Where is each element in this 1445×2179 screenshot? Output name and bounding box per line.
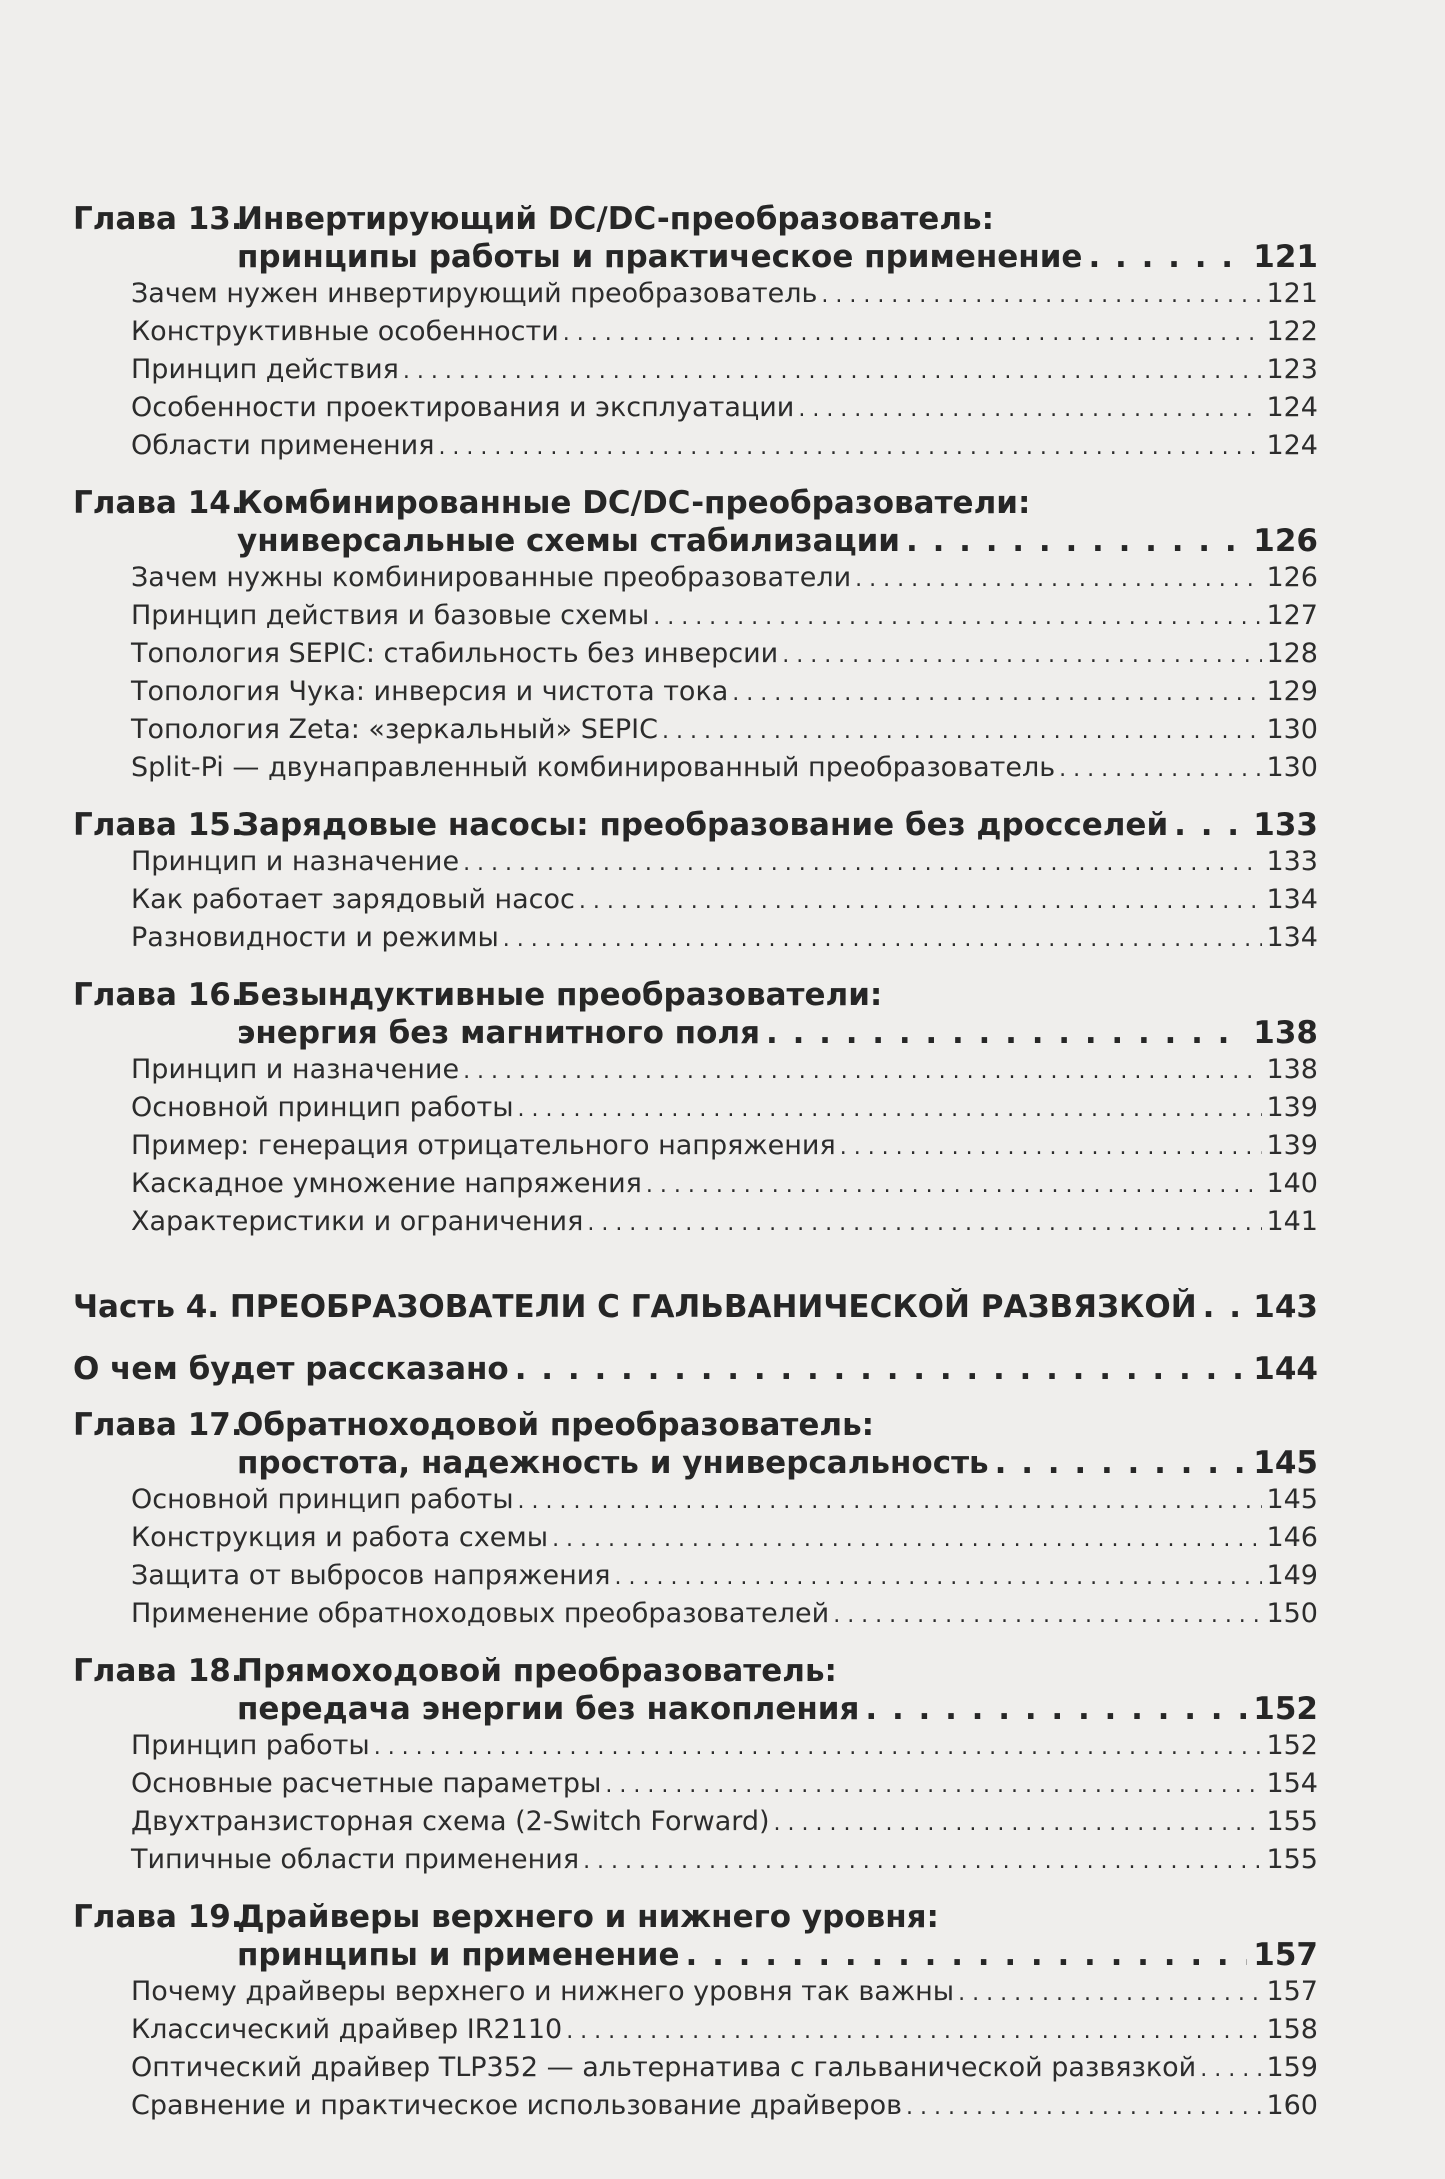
dot-leader bbox=[587, 1206, 1262, 1242]
section-page: 130 bbox=[1266, 714, 1318, 745]
chapter-19 bbox=[73, 1898, 1318, 2126]
section-title: Пример: генерация отрицательного напряжения bbox=[131, 1130, 836, 1161]
section-page: 155 bbox=[1266, 1806, 1318, 1837]
section-page: 141 bbox=[1266, 1206, 1318, 1237]
chapter-title-line1: Зарядовые насосы: преобразование без дросселей bbox=[237, 807, 1169, 843]
chapter-number: Глава 14. bbox=[73, 485, 243, 521]
section-title: Двухтранзисторная схема (2-Switch Forward) bbox=[131, 1806, 770, 1837]
section-page: 159 bbox=[1266, 2052, 1318, 2083]
section-title: Области применения bbox=[131, 430, 435, 461]
dot-leader bbox=[463, 1054, 1262, 1090]
section-page: 145 bbox=[1266, 1484, 1318, 1515]
dot-leader bbox=[1203, 1288, 1248, 1326]
section-row bbox=[73, 1974, 1318, 2012]
dot-leader bbox=[686, 1936, 1248, 1974]
chapter-title-line2: простота, надежность и универсальность bbox=[237, 1445, 989, 1481]
section-title: Оптический драйвер TLP352 — альтернатива с гальванической развязкой bbox=[131, 2052, 1197, 2083]
section-title: Применение обратноходовых преобразователей bbox=[131, 1598, 830, 1629]
chapter-title-line2: передача энергии без накопления bbox=[237, 1691, 860, 1727]
chapter-17 bbox=[73, 1406, 1318, 1634]
section-title: Split-Pi — двунаправленный комбинированный преобразователь bbox=[131, 752, 1056, 783]
section-title: Типичные области применения bbox=[131, 1844, 580, 1875]
dot-leader bbox=[1200, 2052, 1262, 2088]
dot-leader bbox=[906, 522, 1247, 560]
dot-leader bbox=[833, 1598, 1262, 1634]
dot-leader bbox=[906, 2090, 1262, 2126]
section-title: Топология SEPIC: стабильность без инверсии bbox=[131, 638, 779, 669]
chapter-title-line1: Комбинированные DC/DC-преобразователи: bbox=[237, 485, 1031, 521]
dot-leader bbox=[605, 1768, 1262, 1804]
chapter-heading bbox=[73, 1406, 1318, 1444]
section-page: 123 bbox=[1266, 354, 1318, 385]
chapter-page: 121 bbox=[1253, 239, 1318, 275]
dot-leader bbox=[774, 1806, 1263, 1842]
chapter-page: 138 bbox=[1253, 1015, 1318, 1051]
section-title: Особенности проектирования и эксплуатации bbox=[131, 392, 795, 423]
dot-leader bbox=[503, 922, 1263, 958]
dot-leader bbox=[855, 562, 1262, 598]
section-page: 126 bbox=[1266, 562, 1318, 593]
section-page: 150 bbox=[1266, 1598, 1318, 1629]
section-row bbox=[73, 844, 1318, 882]
dot-leader bbox=[646, 1168, 1263, 1204]
chapter-heading-continued bbox=[73, 238, 1318, 276]
chapter-heading-continued bbox=[73, 1936, 1318, 1974]
section-title: Защита от выбросов напряжения bbox=[131, 1560, 611, 1591]
section-row bbox=[73, 1842, 1318, 1880]
section-title: Основной принцип работы bbox=[131, 1484, 514, 1515]
section-page: 124 bbox=[1266, 430, 1318, 461]
dot-leader bbox=[566, 2014, 1262, 2050]
section-page: 134 bbox=[1266, 922, 1318, 953]
section-page: 158 bbox=[1266, 2014, 1318, 2045]
section-page: 130 bbox=[1266, 752, 1318, 783]
section-row bbox=[73, 2088, 1318, 2126]
dot-leader bbox=[995, 1444, 1248, 1482]
section-row bbox=[73, 2050, 1318, 2088]
section-row bbox=[73, 1052, 1318, 1090]
section-title: Принцип действия и базовые схемы bbox=[131, 600, 650, 631]
section-row bbox=[73, 1520, 1318, 1558]
dot-leader bbox=[438, 430, 1262, 466]
section-page: 134 bbox=[1266, 884, 1318, 915]
section-page: 133 bbox=[1266, 846, 1318, 877]
chapter-title-line1: Инвертирующий DC/DC-преобразователь: bbox=[237, 201, 995, 237]
chapter-14 bbox=[73, 484, 1318, 788]
section-title: Основные расчетные параметры bbox=[131, 1768, 602, 1799]
dot-leader bbox=[840, 1130, 1263, 1166]
part-page: 143 bbox=[1253, 1289, 1318, 1325]
intro-page: 144 bbox=[1253, 1351, 1318, 1387]
section-page: 146 bbox=[1266, 1522, 1318, 1553]
section-title: Характеристики и ограничения bbox=[131, 1206, 584, 1237]
chapter-16 bbox=[73, 976, 1318, 1242]
chapter-heading-continued bbox=[73, 1014, 1318, 1052]
dot-leader bbox=[662, 714, 1262, 750]
chapter-13 bbox=[73, 200, 1318, 466]
chapter-title-line2: принципы и применение bbox=[237, 1937, 680, 1973]
chapter-18 bbox=[73, 1652, 1318, 1880]
section-title: Топология Чука: инверсия и чистота тока bbox=[131, 676, 729, 707]
chapter-page: 133 bbox=[1253, 807, 1318, 843]
dot-leader bbox=[1174, 806, 1247, 844]
table-of-contents bbox=[73, 200, 1318, 2144]
dot-leader bbox=[518, 1092, 1263, 1128]
section-row bbox=[73, 1090, 1318, 1128]
part-heading bbox=[73, 1288, 1318, 1326]
section-page: 157 bbox=[1266, 1976, 1318, 2007]
section-title: Классический драйвер IR2110 bbox=[131, 2014, 563, 2045]
section-row bbox=[73, 390, 1318, 428]
section-row bbox=[73, 1482, 1318, 1520]
chapter-number: Глава 13. bbox=[73, 201, 243, 237]
chapter-heading-continued bbox=[73, 1444, 1318, 1482]
section-page: 139 bbox=[1266, 1092, 1318, 1123]
chapter-title-line2: универсальные схемы стабилизации bbox=[237, 523, 901, 559]
section-row bbox=[73, 712, 1318, 750]
section-row bbox=[73, 314, 1318, 352]
chapter-15 bbox=[73, 806, 1318, 958]
section-page: 138 bbox=[1266, 1054, 1318, 1085]
section-row bbox=[73, 636, 1318, 674]
dot-leader bbox=[798, 392, 1262, 428]
dot-leader bbox=[653, 600, 1262, 636]
dot-leader bbox=[463, 846, 1262, 882]
chapter-page: 126 bbox=[1253, 523, 1318, 559]
chapter-number: Глава 18. bbox=[73, 1653, 243, 1689]
section-row bbox=[73, 428, 1318, 466]
dot-leader bbox=[821, 278, 1262, 314]
dot-leader bbox=[403, 354, 1263, 390]
chapter-title-line1: Драйверы верхнего и нижнего уровня: bbox=[237, 1899, 939, 1935]
part-4 bbox=[73, 1288, 1318, 1326]
dot-leader bbox=[766, 1014, 1247, 1052]
chapter-heading bbox=[73, 484, 1318, 522]
section-title: Принцип действия bbox=[131, 354, 399, 385]
section-page: 154 bbox=[1266, 1768, 1318, 1799]
chapter-page: 152 bbox=[1253, 1691, 1318, 1727]
dot-leader bbox=[552, 1522, 1262, 1558]
dot-leader bbox=[579, 884, 1263, 920]
dot-leader bbox=[563, 316, 1263, 352]
chapter-heading bbox=[73, 976, 1318, 1014]
dot-leader bbox=[583, 1844, 1262, 1880]
section-title: Сравнение и практическое использование драйверов bbox=[131, 2090, 903, 2121]
section-row bbox=[73, 1128, 1318, 1166]
dot-leader bbox=[732, 676, 1262, 712]
section-row bbox=[73, 2012, 1318, 2050]
section-row bbox=[73, 750, 1318, 788]
section-title: Принцип и назначение bbox=[131, 1054, 460, 1085]
chapter-heading-continued bbox=[73, 1690, 1318, 1728]
chapter-title-line2: принципы работы и практическое применение bbox=[237, 239, 1083, 275]
section-row bbox=[73, 560, 1318, 598]
chapter-title-line1: Прямоходовой преобразователь: bbox=[237, 1653, 837, 1689]
section-row bbox=[73, 674, 1318, 712]
section-page: 160 bbox=[1266, 2090, 1318, 2121]
chapter-page: 145 bbox=[1253, 1445, 1318, 1481]
section-title: Принцип работы bbox=[131, 1730, 370, 1761]
dot-leader bbox=[515, 1350, 1248, 1388]
section-page: 149 bbox=[1266, 1560, 1318, 1591]
section-title: Топология Zeta: «зеркальный» SEPIC bbox=[131, 714, 659, 745]
section-title: Зачем нужен инвертирующий преобразователь bbox=[131, 278, 818, 309]
section-page: 155 bbox=[1266, 1844, 1318, 1875]
dot-leader bbox=[1088, 238, 1247, 276]
section-title: Разновидности и режимы bbox=[131, 922, 499, 953]
dot-leader bbox=[865, 1690, 1247, 1728]
section-row bbox=[73, 1166, 1318, 1204]
chapter-number: Глава 17. bbox=[73, 1407, 243, 1443]
section-page: 128 bbox=[1266, 638, 1318, 669]
chapter-page: 157 bbox=[1253, 1937, 1318, 1973]
section-row bbox=[73, 1766, 1318, 1804]
dot-leader bbox=[518, 1484, 1263, 1520]
chapter-title-line1: Обратноходовой преобразователь: bbox=[237, 1407, 875, 1443]
section-title: Почему драйверы верхнего и нижнего уровня так важны bbox=[131, 1976, 955, 2007]
chapter-heading bbox=[73, 1898, 1318, 1936]
section-row bbox=[73, 276, 1318, 314]
intro-title: О чем будет рассказано bbox=[73, 1351, 509, 1387]
section-page: 124 bbox=[1266, 392, 1318, 423]
section-page: 121 bbox=[1266, 278, 1318, 309]
section-page: 152 bbox=[1266, 1730, 1318, 1761]
section-row bbox=[73, 1204, 1318, 1242]
part-title: Часть 4. ПРЕОБРАЗОВАТЕЛИ С ГАЛЬВАНИЧЕСКОЙ РАЗВЯЗКОЙ bbox=[73, 1289, 1197, 1325]
dot-leader bbox=[1059, 752, 1262, 788]
section-row bbox=[73, 882, 1318, 920]
section-row bbox=[73, 1728, 1318, 1766]
intro-entry bbox=[73, 1350, 1318, 1388]
chapter-number: Глава 16. bbox=[73, 977, 243, 1013]
section-row bbox=[73, 920, 1318, 958]
section-title: Конструкция и работа схемы bbox=[131, 1522, 549, 1553]
section-row bbox=[73, 598, 1318, 636]
dot-leader bbox=[782, 638, 1262, 674]
intro-heading bbox=[73, 1350, 1318, 1388]
section-title: Принцип и назначение bbox=[131, 846, 460, 877]
section-page: 139 bbox=[1266, 1130, 1318, 1161]
section-title: Основной принцип работы bbox=[131, 1092, 514, 1123]
section-title: Как работает зарядовый насос bbox=[131, 884, 575, 915]
chapter-heading-continued bbox=[73, 522, 1318, 560]
section-row bbox=[73, 1558, 1318, 1596]
dot-leader bbox=[374, 1730, 1263, 1766]
chapter-number: Глава 15. bbox=[73, 807, 243, 843]
section-row bbox=[73, 1804, 1318, 1842]
chapter-title-line1: Безындуктивные преобразователи: bbox=[237, 977, 883, 1013]
section-page: 140 bbox=[1266, 1168, 1318, 1199]
section-page: 129 bbox=[1266, 676, 1318, 707]
section-page: 122 bbox=[1266, 316, 1318, 347]
chapter-number: Глава 19. bbox=[73, 1899, 243, 1935]
dot-leader bbox=[958, 1976, 1262, 2012]
chapter-heading bbox=[73, 806, 1318, 844]
dot-leader bbox=[615, 1560, 1263, 1596]
section-title: Каскадное умножение напряжения bbox=[131, 1168, 642, 1199]
section-page: 127 bbox=[1266, 600, 1318, 631]
chapter-title-line2: энергия без магнитного поля bbox=[237, 1015, 760, 1051]
section-row bbox=[73, 1596, 1318, 1634]
section-title: Зачем нужны комбинированные преобразователи bbox=[131, 562, 852, 593]
chapter-heading bbox=[73, 1652, 1318, 1690]
section-title: Конструктивные особенности bbox=[131, 316, 559, 347]
chapter-heading bbox=[73, 200, 1318, 238]
section-row bbox=[73, 352, 1318, 390]
